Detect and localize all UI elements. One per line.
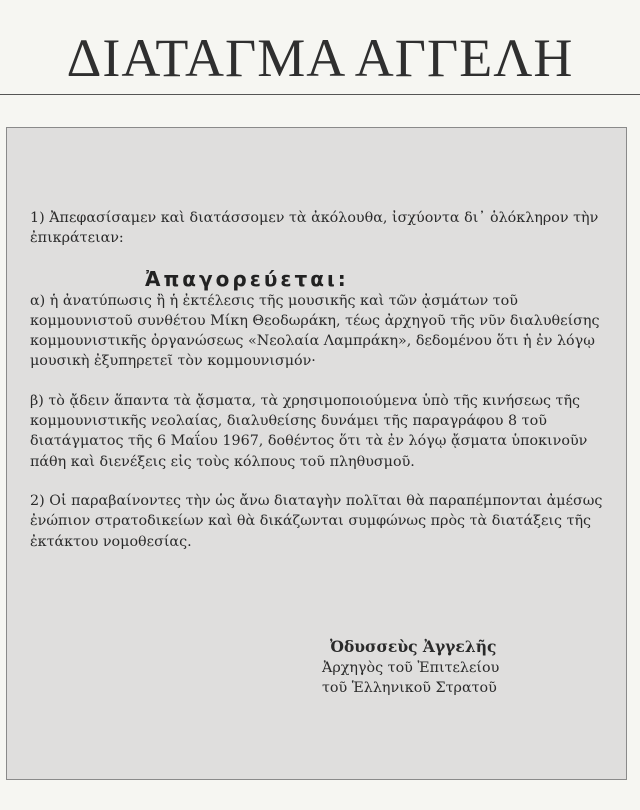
- paragraph-spacer: [30, 472, 622, 491]
- signatory-organization: τοῦ Ἑλληνικοῦ Στρατοῦ: [322, 680, 497, 696]
- prohibition-heading: Ἀπαγορεύεται:: [145, 266, 349, 291]
- signatory-name: Ὀδυσσεὺς Ἀγγελῆς: [330, 637, 497, 656]
- decree-body: [30, 208, 622, 552]
- document-title: ΔΙΑΤΑΓΜΑ ΑΓΓΕΛΗ: [66, 28, 574, 88]
- title-divider: [0, 94, 640, 95]
- paragraph-spacer: [30, 372, 622, 391]
- clause-b-paragraph: β) τὸ ᾄδειν ἅπαντα τὰ ᾄσματα, τὰ χρησιμοποιούμενα ὑπὸ τῆς κινήσεως τῆς κομμουνιστικῆς νεολαίας, διαλυθείσης δυνάμει τῆς παραγράφου 8 τοῦ διατάγματος τῆς 6 Μαΐου 1967, δοθέντος ὅτι τὰ ἐν λόγῳ ᾄσματα ὑποκινοῦν πάθη καὶ διενέξεις εἰς τοὺς κόλπους τοῦ πληθυσμοῦ.: [30, 392, 588, 470]
- intro-paragraph: 1) Ἀπεφασίσαμεν καὶ διατάσσομεν τὰ ἀκόλουθα, ἰσχύοντα δι᾽ ὁλόκληρον τὴν ἐπικράτειαν:: [30, 210, 599, 247]
- clause-a-paragraph: α) ἡ ἀνατύπωσις ἢ ἡ ἐκτέλεσις τῆς μουσικῆς καὶ τῶν ᾀσμάτων τοῦ κομμουνιστοῦ συνθέτου Μίκη Θεοδωράκη, τέως ἀρχηγοῦ τῆς νῦν διαλυθείσης κομμουνιστικῆς ὀργανώσεως «Νεολαία Λαμπράκη», δεδομένου ὅτι ἡ ἐν λόγῳ μουσικὴ ἐξυπηρετεῖ τὸν κομμουνισμόν·: [30, 292, 600, 370]
- clause-2-paragraph: 2) Οἱ παραβαίνοντες τὴν ὡς ἄνω διαταγὴν πολῖται θὰ παραπέμπονται ἀμέσως ἐνώπιον στρατοδικείων καὶ θὰ δικάζωνται συμφώνως πρὸς τὰ διατάξεις τῆς ἐκτάκτου νομοθεσίας.: [30, 492, 603, 550]
- signature-block: [320, 636, 499, 698]
- signatory-title: Ἀρχηγὸς τοῦ Ἐπιτελείου: [322, 660, 500, 676]
